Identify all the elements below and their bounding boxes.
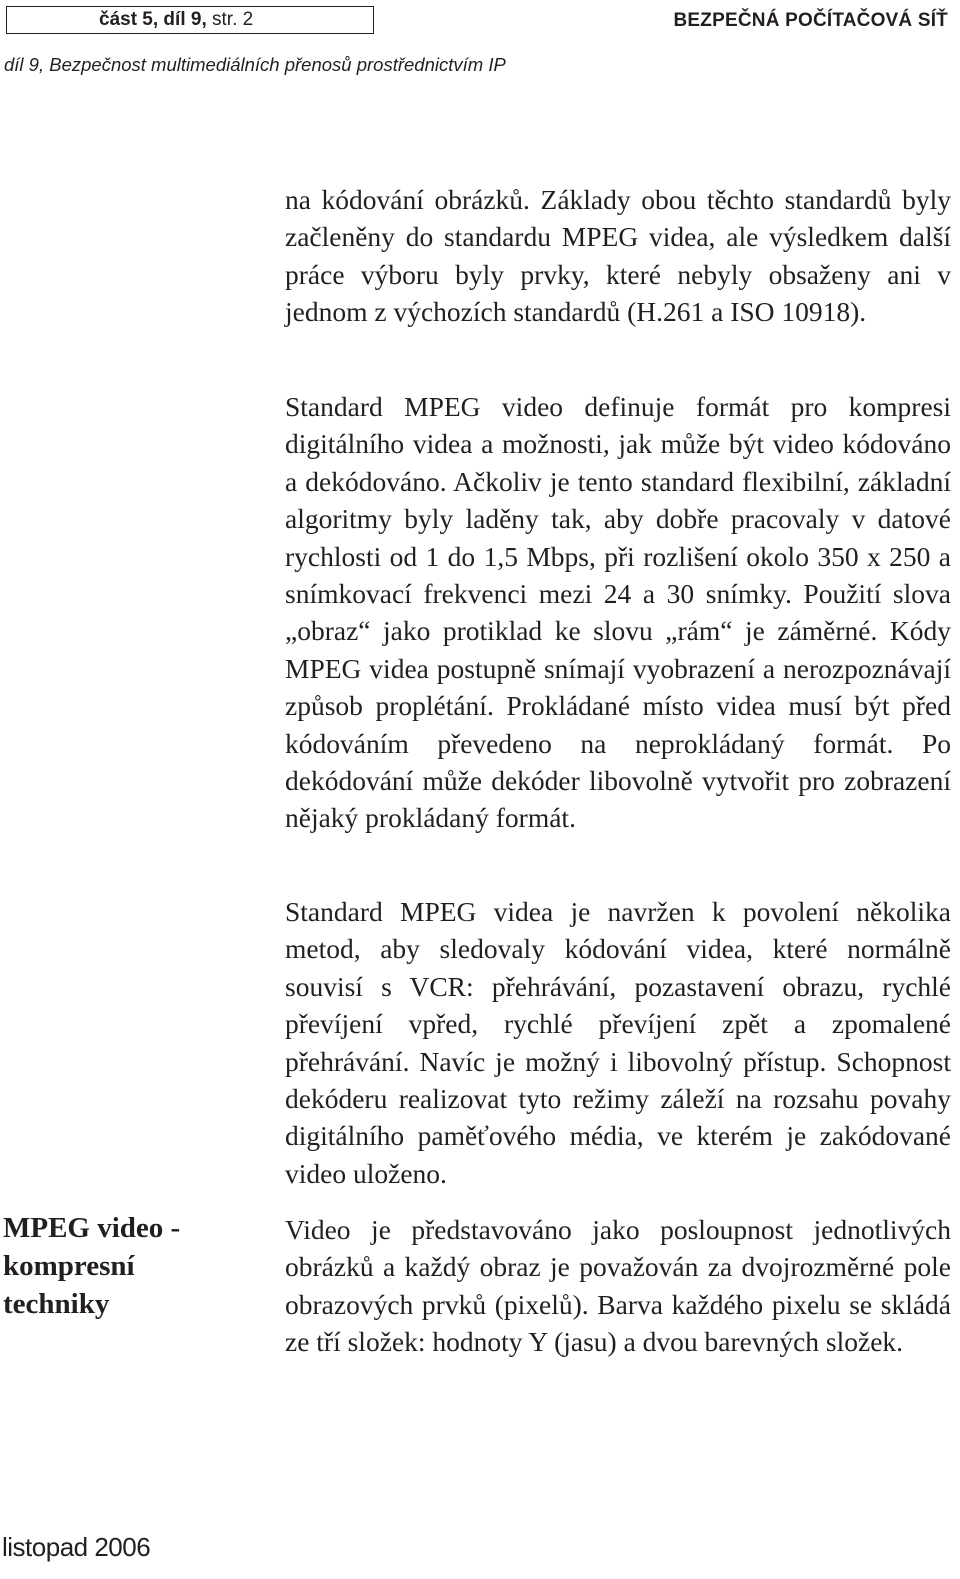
body-paragraph xyxy=(285,1211,951,1361)
chapter-title: díl 9, Bezpečnost multimediálních přenosů prostřednictvím IP xyxy=(4,54,506,75)
paragraph-text: Video je představováno jako posloupnost jednotlivých obrázků a každý obraz je považován za dvojrozměrné pole obrazových prvků (pixelů). Barva každého pixelu se skládá ze tří složek: hodnoty Y (jasu) a dvou barevných složek. xyxy=(285,1214,951,1358)
section-reference-box xyxy=(6,6,374,34)
side-heading-line: MPEG video - xyxy=(3,1212,181,1244)
section-label: část 5, díl 9, xyxy=(99,9,207,30)
body-paragraph xyxy=(285,181,951,331)
side-heading-line: techniky xyxy=(3,1288,110,1320)
paragraph-text: Standard MPEG video definuje formát pro kompresi digitálního videa a možnosti, jak může být video kódováno a dekódováno. Ačkoliv je tento standard flexibilní, základní algoritmy byly laděny tak, aby dobře pracovaly v datové rychlosti od 1 do 1,5 Mbps, při rozlišení okolo 350 x 250 a snímkovací frekvenci mezi 24 a 30 snímky. Použití slova „obraz“ jako protiklad ke slovu „rám“ je záměrné. Kódy MPEG videa postupně snímají vyobrazení a nerozpoznávají způsob proplétání. Prokládané místo videa musí být před kódováním převedeno na neprokládaný formát. Po dekódování může dekóder libovolně vytvořit pro zobrazení nějaký prokládaný formát. xyxy=(285,391,951,834)
body-paragraph xyxy=(285,388,951,837)
footer-date: listopad 2006 xyxy=(2,1532,151,1562)
paragraph-text: Standard MPEG videa je navržen k povolení několika metod, aby sledovaly kódování videa, které normálně souvisí s VCR: přehrávání, pozastavení obrazu, rychlé převíjení vpřed, rychlé převíjení zpět a zpomalené přehrávání. Navíc je možný i libovolný přístup. Schopnost dekóderu realizovat tyto režimy záleží na rozsahu povahy digitálního paměťového média, ve kterém je zakódované video uloženo. xyxy=(285,896,951,1189)
page-label: str. 2 xyxy=(206,9,254,30)
side-heading xyxy=(3,1209,243,1323)
body-paragraph xyxy=(285,893,951,1192)
side-heading-line: kompresní xyxy=(3,1250,135,1282)
paragraph-text: na kódování obrázků. Základy obou těchto standardů byly začleněny do standardu MPEG videa, ale výsledkem další práce výboru byly prvky, které nebyly obsaženy ani v jednom z výchozích standardů (H.261 a ISO 10918). xyxy=(285,184,951,328)
publication-title: BEZPEČNÁ POČÍTAČOVÁ SÍŤ xyxy=(673,10,948,31)
